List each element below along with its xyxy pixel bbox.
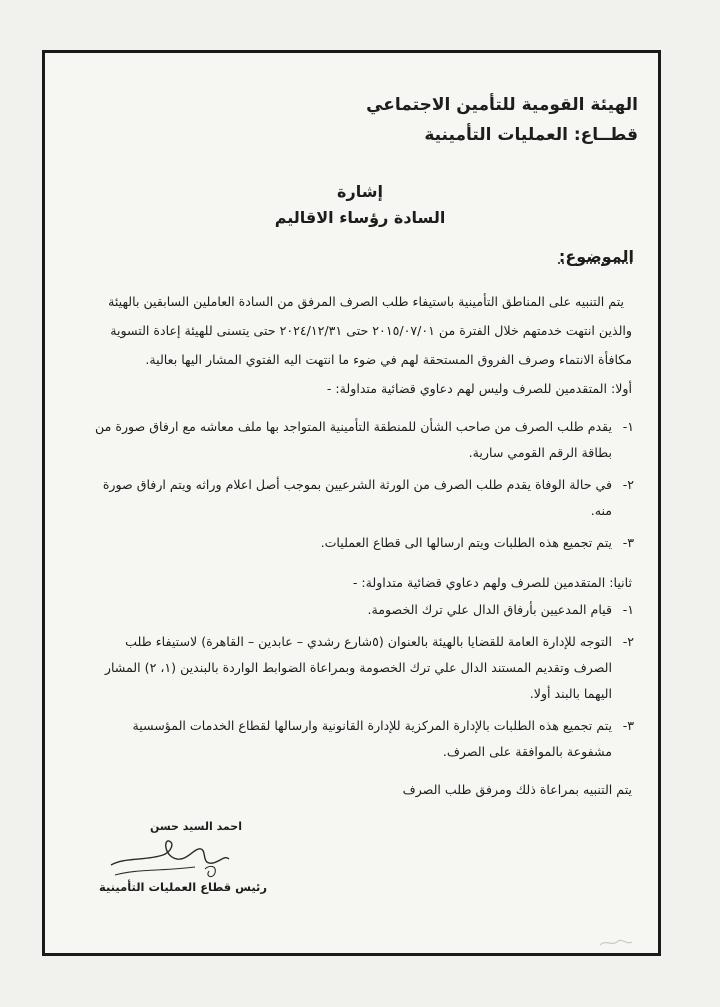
list-item [86, 713, 634, 765]
section1-list [86, 414, 634, 562]
item-number: ٢- [622, 477, 634, 492]
item-number: ٣- [622, 718, 634, 733]
list-item [86, 597, 634, 623]
signatory-title: رئيس قطاع العمليات التأمينية [99, 880, 267, 894]
intro-paragraph: يتم التنبيه على المناطق التأمينية باستيفاء طلب الصرف المرفق من السادة العاملين السابقين بالهيئة والذين انتهت خدمتهم خلال الفترة من ٢٠١٥/٠٧/٠١ حتى ٢٠٢٤/١٢/٣١ حتى يتسنى للهيئة إعادة التسوية مكافأة الانتماء وصرف الفروق المستحقة لهم في ضوء ما انتهت اليه الفتوي المشار اليها بعالية. [108, 294, 632, 367]
faint-mark [596, 933, 636, 953]
item-number: ١- [622, 602, 634, 617]
subject-label: الموضوع: [558, 247, 634, 266]
section1-heading: أولا: المتقدمين للصرف وليس لهم دعاوي قضائية متداولة: - [326, 381, 632, 396]
document-title: إشارة [337, 182, 383, 201]
item-text: في حالة الوفاة يقدم طلب الصرف من الورثة الشرعيين بموجب أصل اعلام وراثه ويتم ارفاق صورة منه. [102, 477, 612, 518]
handwritten-signature [105, 835, 235, 885]
item-text: يتم تجميع هذه الطلبات بالإدارة المركزية للإدارة القانونية وارسالها لقطاع الخدمات المؤسسية مشفوعة بالموافقة على الصرف. [132, 718, 612, 759]
item-number: ٢- [622, 634, 634, 649]
item-text: التوجه للإدارة العامة للقضايا بالهيئة بالعنوان (٥شارع رشدي – عابدين – القاهرة) لاستيفاء طلب الصرف وتقديم المستند الدال علي ترك الخصومة وبمراعاة الضوابط الواردة بالبندين (١، ٢) المشار اليهما بالبند أولا. [104, 634, 612, 701]
list-item [86, 472, 634, 524]
item-text: قيام المدعيين بأرفاق الدال علي ترك الخصومة. [367, 602, 612, 617]
item-number: ٣- [622, 535, 634, 550]
org-sector: قطــاع: العمليات التأمينية [424, 125, 638, 145]
item-text: يقدم طلب الصرف من صاحب الشأن للمنطقة التأمينية المتواجد بها ملف معاشه مع ارفاق صورة من بطاقة الرقم القومي سارية. [95, 419, 612, 460]
organization-header [238, 90, 638, 150]
section2-list [86, 597, 634, 771]
list-item [86, 414, 634, 466]
closing-line: يتم التنبيه بمراعاة ذلك ومرفق طلب الصرف [402, 782, 632, 797]
org-name: الهيئة القومية للتأمين الاجتماعي [366, 95, 638, 115]
section2-heading: ثانيا: المتقدمين للصرف ولهم دعاوي قضائية متداولة: - [352, 575, 632, 590]
list-item [86, 629, 634, 707]
signatory-name: احمد السيد حسن [149, 820, 242, 833]
list-item [86, 530, 634, 556]
item-text: يتم تجميع هذه الطلبات ويتم ارسالها الى قطاع العمليات. [320, 535, 612, 550]
item-number: ١- [622, 419, 634, 434]
addressee: السادة رؤساء الاقاليم [274, 208, 446, 227]
